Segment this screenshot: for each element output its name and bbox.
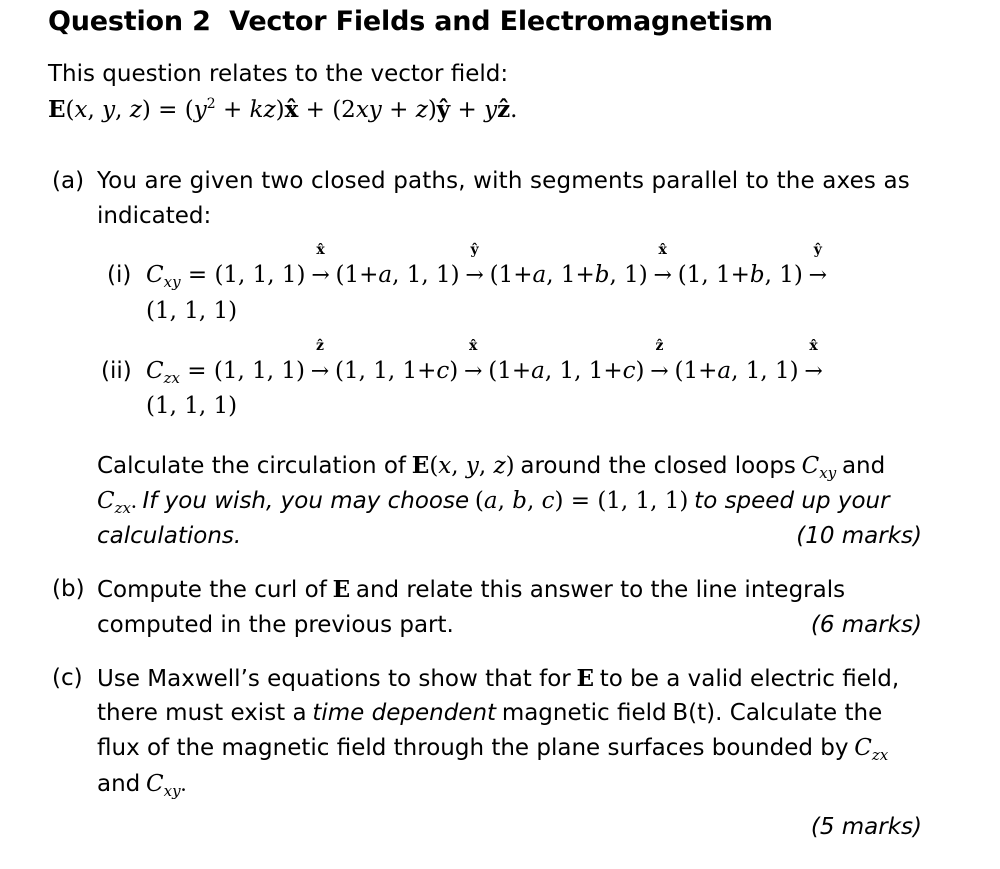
part-a-text-line1: You are given two closed paths, with segments parallel to the axes as: [97, 168, 910, 194]
path-cxy-end: (1, 1, 1): [146, 298, 238, 324]
part-c-label: (c): [52, 665, 83, 691]
part-a-label: (a): [52, 168, 85, 194]
sub-i-label: (i): [107, 262, 132, 288]
part-a-calc-line3: calculations.: [97, 523, 242, 549]
question-title: [48, 6, 773, 37]
part-c-line2: there must exist a time dependent magnetic field B(t). Calculate the: [97, 700, 883, 726]
part-a-calc-line2: $C_{zx}$. If you wish, you may choose (a, b, c) = (1, 1, 1) to speed up your: [97, 488, 890, 517]
vector-field-equation: E(x, y, $z) = (y^2$ + kz)x̂ + (2xy + z)ŷ + yẑ.: [48, 96, 518, 123]
part-a-calc-line1: Calculate the circulation of E(x, y, z) around the closed loops $C_{xy}$ and: [97, 452, 886, 482]
part-b-label: (b): [52, 576, 85, 602]
part-c-marks: (5 marks): [810, 814, 922, 840]
part-c-line3: flux of the magnetic field through the plane surfaces bounded by $C_{zx}$: [97, 735, 889, 764]
path-cxy: $C_{xy} = (1$, 1, 1) x̂ → (1+a, 1, 1) ŷ → (1+a, 1+b, 1) x̂ → (1, 1+b, 1) ŷ →: [146, 242, 828, 291]
part-a-marks: (10 marks): [796, 523, 922, 549]
part-b-line1: Compute the curl of E and relate this answer to the line integrals: [97, 576, 846, 603]
intro-text: This question relates to the vector field:: [48, 61, 509, 87]
part-a-text-line2: indicated:: [97, 203, 212, 229]
part-c-line1: Use Maxwell’s equations to show that for E to be a valid electric field,: [97, 665, 900, 692]
sub-ii-label: (ii): [101, 358, 132, 384]
question-topic: Vector Fields and Electromagnetism: [229, 6, 773, 37]
part-b-line2: computed in the previous part.: [97, 612, 454, 638]
path-czx: $C_{zx} = (1$, 1, 1) ẑ → (1, 1, 1+c) x̂ → (1+a, 1, 1+c) ẑ → (1+a, 1, 1) x̂ →: [146, 338, 823, 387]
question-heading: Question 2: [48, 6, 211, 37]
part-b-marks: (6 marks): [810, 612, 922, 638]
part-c-line4: and $C_{xy}$.: [97, 771, 187, 800]
path-czx-end: (1, 1, 1): [146, 393, 238, 419]
